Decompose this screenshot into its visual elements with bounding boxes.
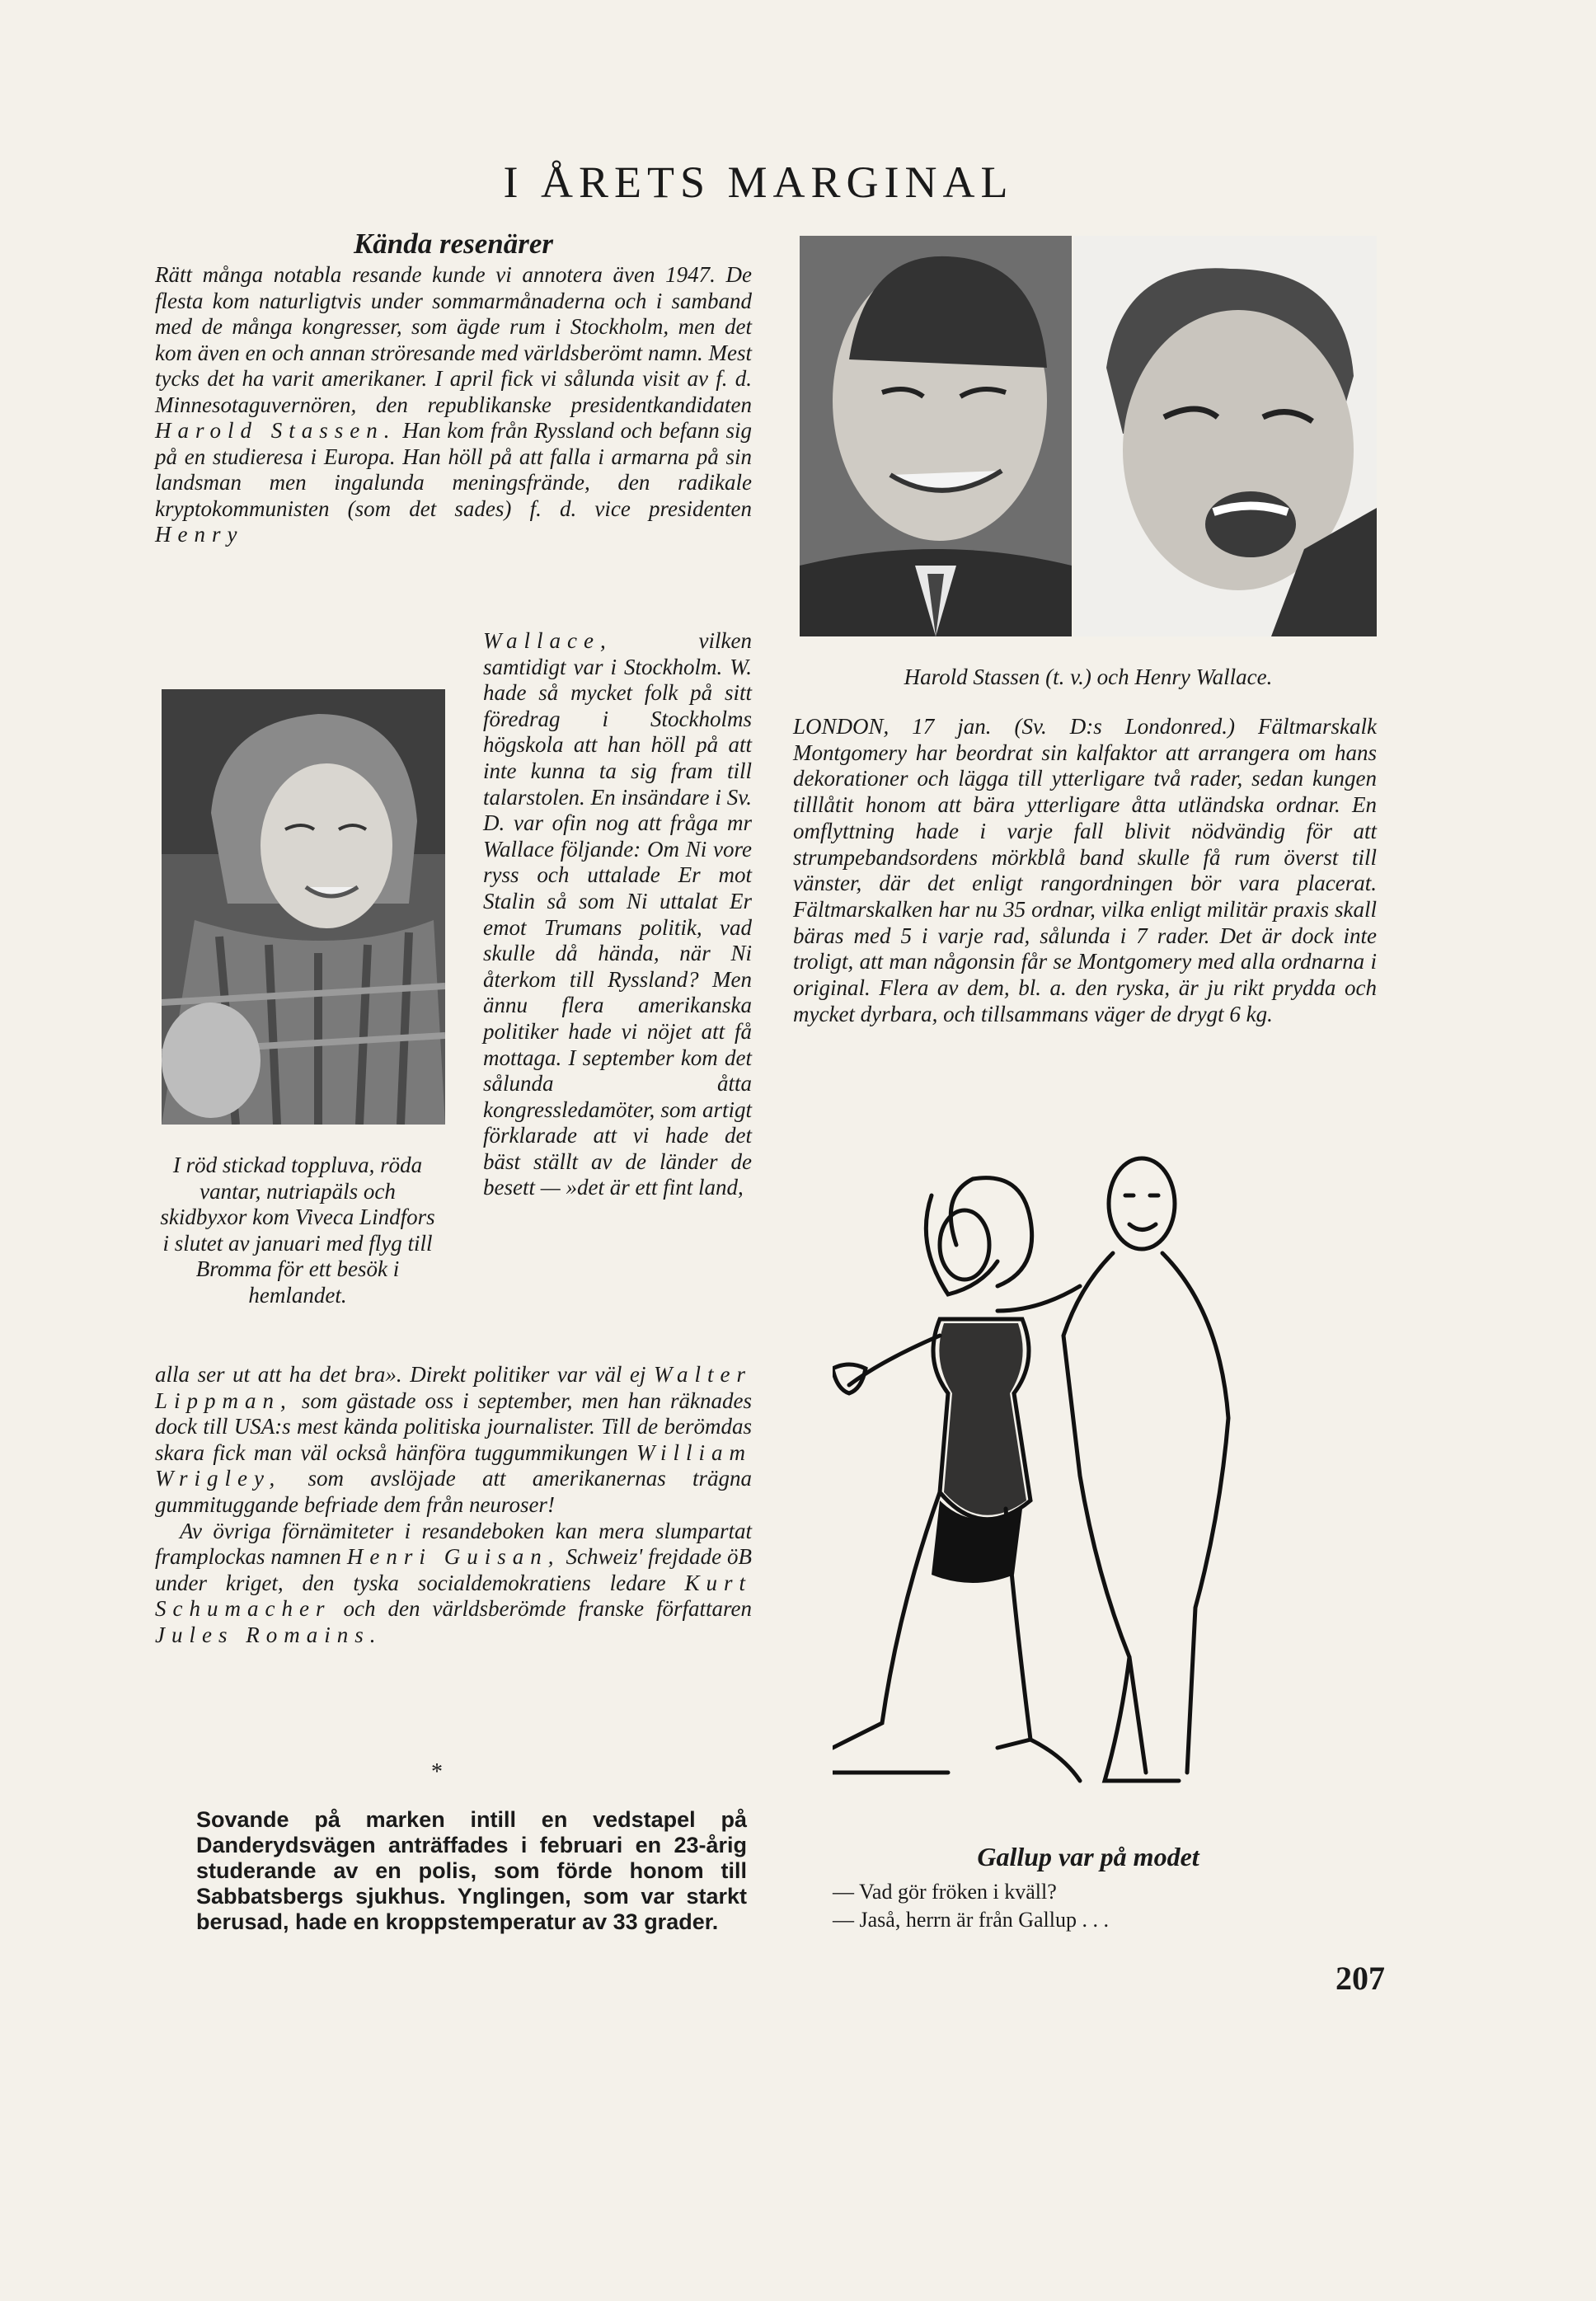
continuation-e: Schweiz' frejdade öB under kriget, den tyska socialdemokratiens ledare xyxy=(155,1544,753,1595)
henry-wallace-photo xyxy=(1073,236,1377,636)
lindfors-caption: I röd stickad toppluva, röda vantar, nutriapäls och skidbyxor kom Viveca Lindfors i slutet av januari med flyg till Bromma för ett besök i hemlandet. xyxy=(160,1153,435,1308)
article-continuation xyxy=(155,1362,752,1649)
cartoon-title: Gallup var på modet xyxy=(977,1842,1199,1871)
narrow-text: vilken samtidigt var i Stockholm. W. hade så mycket folk på sitt föredrag i Stockholms högskola att han höll på att inte kunna ta sig fram till talarstolen. En insändare i Sv. D. var ofin nog att fråga mr Wallace följande: Om Ni vore ryss och uttalade Er mot Stalin så som Ni uttalat Er emot Trumans politik, vad skulle då hända, när Ni återkom till Ryssland? Men ännu flera amerikanska politiker hade vi nöjet att få mottaga. I september kom det sålunda åtta kongressledamöter, som artigt förklarade att vi hade det bäst ställt av de länder de besett — »det är ett fint land, xyxy=(483,628,752,1200)
article-heading: Kända resenärer xyxy=(353,228,554,260)
continuation-c: som avslöjade att amerikanernas trägna gummituggande befriade dem från neuroser! xyxy=(155,1466,752,1517)
name-william-wrigley: William Wrigley, xyxy=(155,1439,753,1491)
harold-stassen-photo xyxy=(800,236,1072,636)
name-henry: Henry xyxy=(155,522,244,547)
name-jules-romains: Jules Romains. xyxy=(155,1622,383,1647)
intro-text-2: Han kom från Ryssland och befann sig på en studieresa i Europa. Han höll på att falla i armarna på sin landsman men ingalunda meningsfrände, den radikale kryptokommunisten (som det sades) f. d. vice presidenten xyxy=(155,418,752,521)
news-item: Sovande på marken intill en vedstapel på Danderydsvägen anträffades i februari en 23-årig studerande av en polis, som förde honom till Sabbatsbergs sjukhus. Ynglingen, som var starkt berusad, hade en kroppstemperatur av 33 grader. xyxy=(196,1807,747,1934)
name-kurt-schumacher: Kurt Schumacher xyxy=(155,1570,752,1622)
name-walter-lippman: Walter Lippman, xyxy=(155,1362,753,1413)
viveca-lindfors-photo xyxy=(162,689,445,1125)
gallup-cartoon xyxy=(833,1146,1360,1822)
page-title: I ÅRETS MARGINAL xyxy=(503,157,1014,207)
cartoon-line-2: — Jaså, herrn är från Gallup . . . xyxy=(833,1908,1109,1932)
name-wallace: Wallace, xyxy=(483,628,613,653)
article-intro xyxy=(155,262,752,548)
continuation-d: Av övriga förnämiteter i resandeboken kan mera slumpartat framplockas namnen xyxy=(155,1518,752,1570)
article-narrow-column xyxy=(483,628,752,1201)
name-harold-stassen: Harold Stassen. xyxy=(155,418,397,443)
page-number: 207 xyxy=(1335,1960,1385,1997)
name-henri-guisan: Henri Guisan, xyxy=(346,1544,561,1570)
london-item: LONDON, 17 jan. (Sv. D:s Londonred.) Fältmarskalk Montgomery har beordrat sin kalfaktor att arrangera om hans dekorationer och lägga till ytterligare två rader, sedan kungen tilllåtit honom att bära ytterligare åtta utländska ordnar. En omflyttning hade i varje fall blivit nödvändig för att strumpebandsordens mörkblå band skulle få rum överst till vänster, där det enligt rangordningen bör vara placerat. Fältmarskalken har nu 35 ordnar, vilka enligt militär praxis skall bäras med 5 i varje rad, sålunda i 7 rader. Det är dock inte troligt, att man någonsin får se Montgomery med alla ordnarna i original. Flera av dem, bl. a. den ryska, är ju rikt prydda och mycket dyrbara, och tillsammans väger de drygt 6 kg. xyxy=(793,714,1377,1026)
continuation-a: alla ser ut att ha det bra». Direkt politiker var väl ej xyxy=(155,1362,646,1387)
continuation-b: som gästade oss i september, men han räknades dock till USA:s mest kända politiska journalister. Till de berömdas skara fick man väl också hänföra tuggummikungen xyxy=(155,1388,753,1465)
cartoon-line-1: — Vad gör fröken i kväll? xyxy=(833,1880,1057,1904)
photo-caption: Harold Stassen (t. v.) och Henry Wallace. xyxy=(904,664,1273,689)
continuation-f: och den världsberömde franske författaren xyxy=(343,1596,753,1622)
intro-text: Rätt många notabla resande kunde vi annotera även 1947. De flesta kom naturligtvis under sommarmånaderna och i samband med de många kongresser, som ägde rum i Stockholm, men det kom även en och annan ströresande med världsberömt namn. Mest tycks det ha varit amerikaner. I april fick vi sålunda visit av f. d. Minnesotaguvernören, den republikanske presidentkandidaten xyxy=(155,262,752,417)
separator-asterisk: * xyxy=(431,1759,443,1785)
